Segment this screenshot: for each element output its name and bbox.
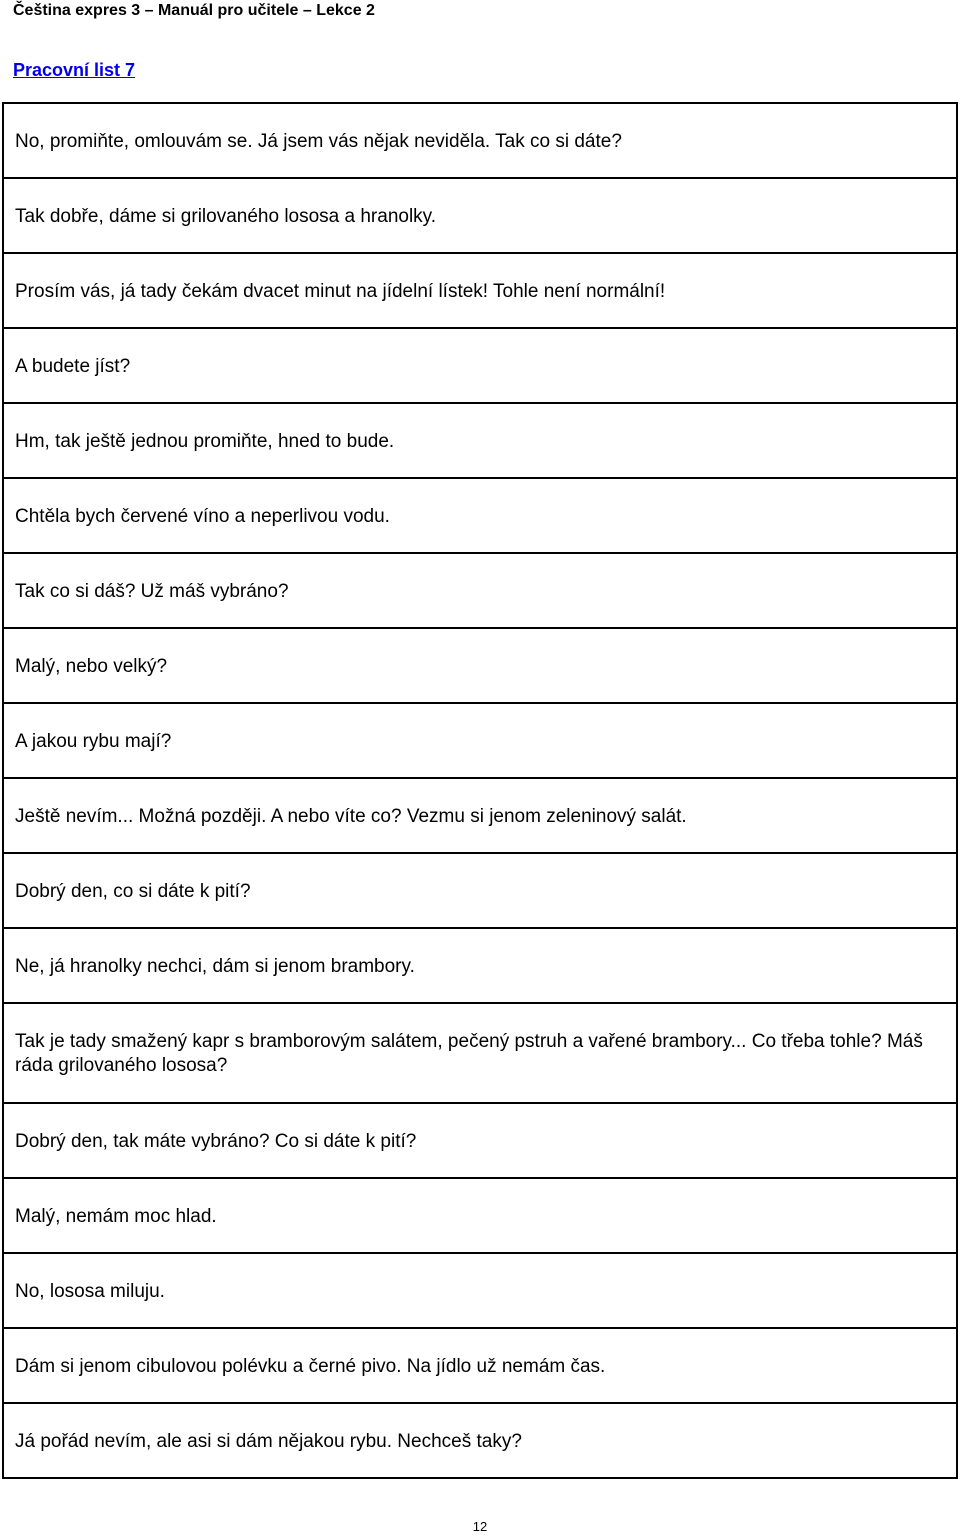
dialogue-strip: Malý, nebo velký? <box>4 629 956 704</box>
dialogue-strip: Tak dobře, dáme si grilovaného lososa a hranolky. <box>4 179 956 254</box>
dialogue-strip: Dobrý den, co si dáte k pití? <box>4 854 956 929</box>
worksheet-title-link[interactable]: Pracovní list 7 <box>13 60 136 80</box>
dialogue-strip: A budete jíst? <box>4 329 956 404</box>
dialogue-strip: Ne, já hranolky nechci, dám si jenom brambory. <box>4 929 956 1004</box>
dialogue-strip: Ještě nevím... Možná později. A nebo víte co? Vezmu si jenom zeleninový salát. <box>4 779 956 854</box>
dialogue-strip: Dobrý den, tak máte vybráno? Co si dáte k pití? <box>4 1104 956 1179</box>
dialogue-strip: Malý, nemám moc hlad. <box>4 1179 956 1254</box>
dialogue-strip: Tak je tady smažený kapr s bramborovým salátem, pečený pstruh a vařené brambory... Co třeba tohle? Máš ráda grilovaného lososa? <box>4 1004 956 1104</box>
dialogue-strip: Hm, tak ještě jednou promiňte, hned to bude. <box>4 404 956 479</box>
dialogue-strip: Tak co si dáš? Už máš vybráno? <box>4 554 956 629</box>
dialogue-strip: A jakou rybu mají? <box>4 704 956 779</box>
document-header: Čeština expres 3 – Manuál pro učitele – Lekce 2 <box>13 2 375 19</box>
dialogue-strip: No, lososa miluju. <box>4 1254 956 1329</box>
dialogue-strip: Chtěla bych červené víno a neperlivou vodu. <box>4 479 956 554</box>
dialogue-strip: Dám si jenom cibulovou polévku a černé pivo. Na jídlo už nemám čas. <box>4 1329 956 1404</box>
dialogue-strip: Prosím vás, já tady čekám dvacet minut na jídelní lístek! Tohle není normální! <box>4 254 956 329</box>
dialogue-strip: Já pořád nevím, ale asi si dám nějakou rybu. Nechceš taky? <box>4 1404 956 1479</box>
dialogue-strip: No, promiňte, omlouvám se. Já jsem vás nějak neviděla. Tak co si dáte? <box>4 104 956 179</box>
page-number: 12 <box>472 1519 488 1534</box>
dialogue-strips-table <box>2 102 958 1479</box>
